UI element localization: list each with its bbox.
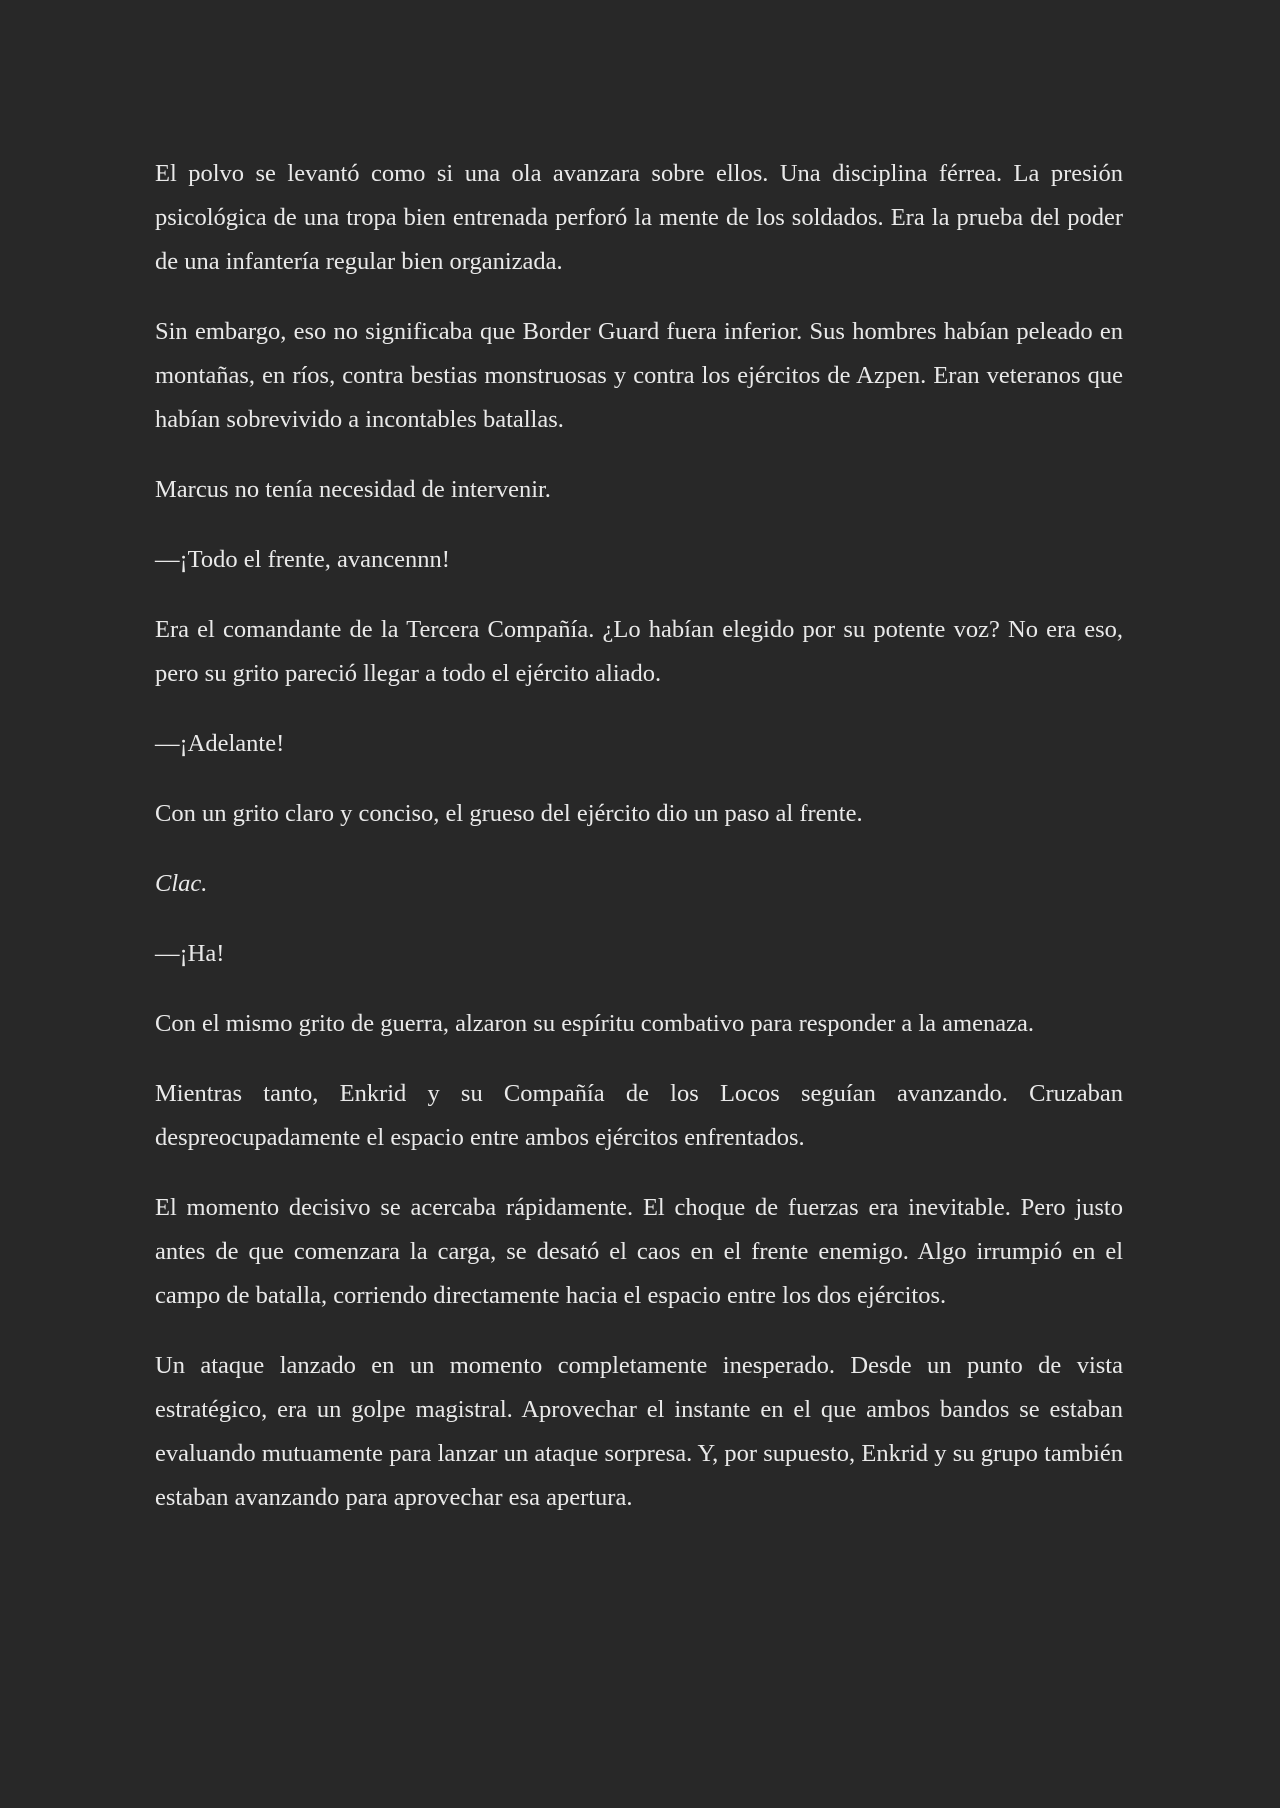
paragraph: El momento decisivo se acercaba rápidamente. El choque de fuerzas era inevitable. Pero justo antes de que comenzara la carga, se desató el caos en el frente enemigo. Algo irrumpió en el campo de batalla, corriendo directamente hacia el espacio entre los dos ejércitos. [155, 1194, 1123, 1309]
paragraph: Sin embargo, eso no significaba que Border Guard fuera inferior. Sus hombres habían peleado en montañas, en ríos, contra bestias monstruosas y contra los ejércitos de Azpen. Eran veteranos que habían sobrevivido a incontables batallas. [155, 318, 1123, 433]
paragraph: Con un grito claro y conciso, el grueso del ejército dio un paso al frente. [155, 800, 863, 827]
document-body [155, 152, 1123, 1546]
sound-effect: Clac. [155, 870, 208, 897]
paragraph: Mientras tanto, Enkrid y su Compañía de los Locos seguían avanzando. Cruzaban despreocupadamente el espacio entre ambos ejércitos enfrentados. [155, 1080, 1123, 1151]
paragraph: Marcus no tenía necesidad de intervenir. [155, 476, 551, 503]
paragraph: Un ataque lanzado en un momento completamente inesperado. Desde un punto de vista estratégico, era un golpe magistral. Aprovechar el instante en el que ambos bandos se estaban evaluando mutuamente para lanzar un ataque sorpresa. Y, por supuesto, Enkrid y su grupo también estaban avanzando para aprovechar esa apertura. [155, 1352, 1123, 1511]
dialogue-line: —¡Todo el frente, avancennn! [155, 546, 450, 573]
paragraph: Con el mismo grito de guerra, alzaron su espíritu combativo para responder a la amenaza. [155, 1010, 1034, 1037]
paragraph: El polvo se levantó como si una ola avanzara sobre ellos. Una disciplina férrea. La presión psicológica de una tropa bien entrenada perforó la mente de los soldados. Era la prueba del poder de una infantería regular bien organizada. [155, 160, 1123, 275]
dialogue-line: —¡Ha! [155, 940, 225, 967]
paragraph: Era el comandante de la Tercera Compañía. ¿Lo habían elegido por su potente voz? No era eso, pero su grito pareció llegar a todo el ejército aliado. [155, 616, 1123, 687]
dialogue-line: —¡Adelante! [155, 730, 285, 757]
